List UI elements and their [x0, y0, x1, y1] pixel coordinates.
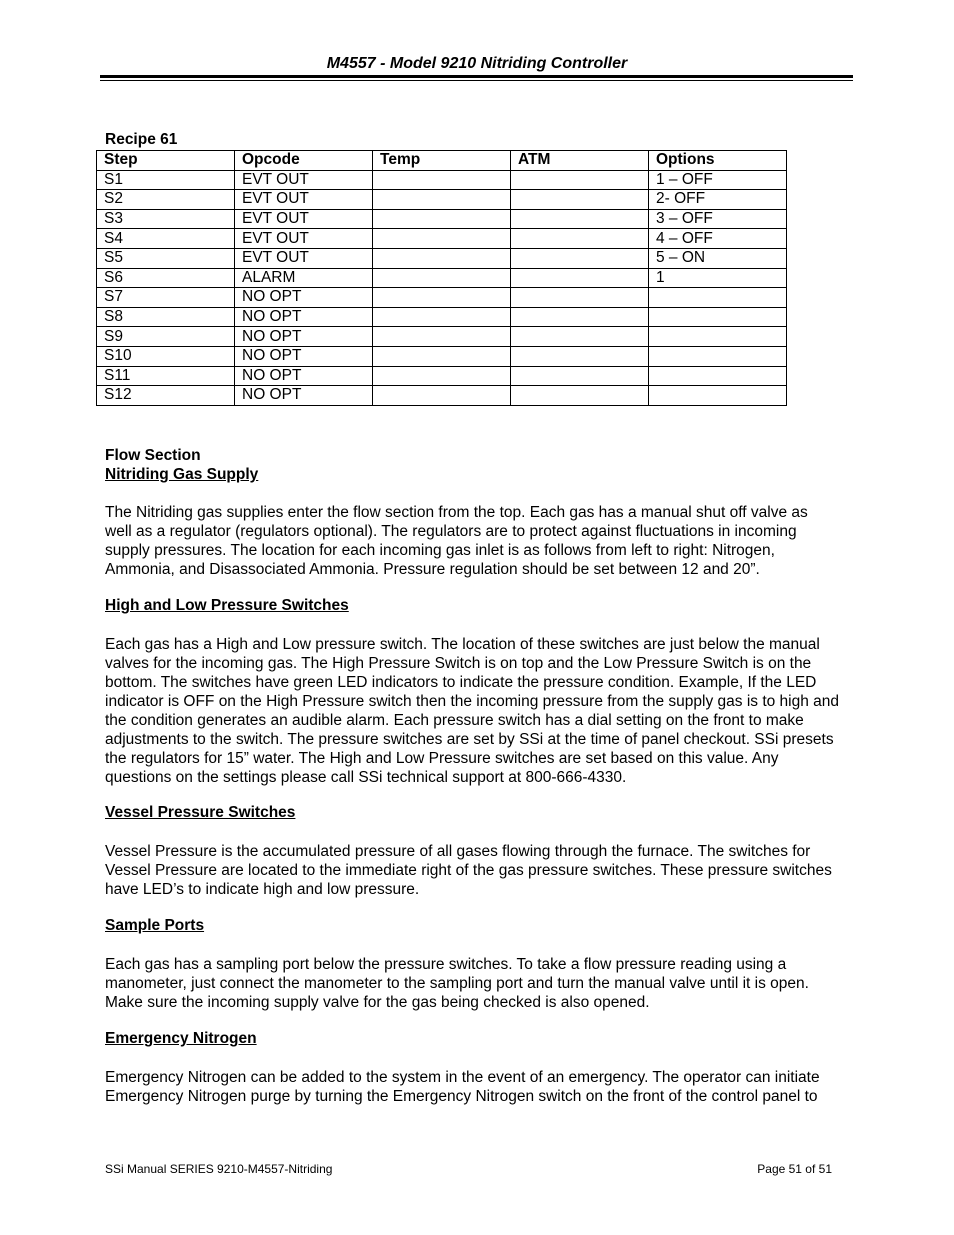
- section-paragraph: [105, 842, 865, 899]
- table-row: [97, 170, 787, 190]
- table-row: [97, 386, 787, 406]
- table-cell: S1: [97, 170, 235, 190]
- column-header: Options: [649, 151, 787, 171]
- table-cell: NO OPT: [235, 288, 373, 308]
- table-cell: EVT OUT: [235, 209, 373, 229]
- paragraph-line: Each gas has a sampling port below the pressure switches. To take a flow pressure reading using a: [105, 956, 787, 973]
- table-cell: [649, 288, 787, 308]
- table-cell: [511, 288, 649, 308]
- table-cell: 4 – OFF: [649, 229, 787, 249]
- paragraph-line: manometer, just connect the manometer to the sampling port and turn the manual valve until it is open.: [105, 975, 809, 992]
- table-row: [97, 268, 787, 288]
- paragraph-line: Each gas has a High and Low pressure switch. The location of these switches are just below the manual: [105, 636, 820, 653]
- column-header: Opcode: [235, 151, 373, 171]
- header-rule-thick: [100, 75, 853, 78]
- table-cell: [649, 386, 787, 406]
- page-header-title: M4557 - Model 9210 Nitriding Controller: [326, 55, 628, 72]
- table-cell: [373, 268, 511, 288]
- table-cell: NO OPT: [235, 327, 373, 347]
- table-cell: [511, 386, 649, 406]
- section-heading: Emergency Nitrogen: [105, 1030, 257, 1047]
- table-cell: [373, 229, 511, 249]
- table-cell: 1 – OFF: [649, 170, 787, 190]
- table-row: [97, 190, 787, 210]
- section-heading: Vessel Pressure Switches: [105, 804, 296, 821]
- table-cell: [373, 346, 511, 366]
- paragraph-line: indicator is OFF on the High Pressure switch then the incoming pressure from the supply gas is to high and: [105, 693, 840, 710]
- table-cell: [373, 190, 511, 210]
- paragraph-line: the condition generates an audible alarm. Each pressure switch has a dial setting on the front to make: [105, 712, 804, 729]
- table-cell: S12: [97, 386, 235, 406]
- table-cell: S2: [97, 190, 235, 210]
- table-cell: [511, 268, 649, 288]
- paragraph-line: The Nitriding gas supplies enter the flow section from the top. Each gas has a manual shut off valve as: [105, 504, 808, 521]
- table-cell: [511, 170, 649, 190]
- table-cell: 2- OFF: [649, 190, 787, 210]
- paragraph-line: Ammonia, and Disassociated Ammonia. Pressure regulation should be set between 12 and 20”.: [105, 561, 760, 578]
- paragraph-line: have LED’s to indicate high and low pressure.: [105, 881, 420, 898]
- paragraph-line: Emergency Nitrogen purge by turning the Emergency Nitrogen switch on the front of the control panel to: [105, 1088, 818, 1105]
- table-cell: [649, 327, 787, 347]
- column-header: ATM: [511, 151, 649, 171]
- table-cell: [373, 288, 511, 308]
- table-cell: NO OPT: [235, 346, 373, 366]
- footer-left: SSi Manual SERIES 9210-M4557-Nitriding: [105, 1162, 333, 1176]
- paragraph-line: Make sure the incoming supply valve for the gas being checked is also opened.: [105, 994, 650, 1011]
- table-cell: 3 – OFF: [649, 209, 787, 229]
- table-cell: 5 – ON: [649, 248, 787, 268]
- table-cell: [511, 190, 649, 210]
- table-cell: S10: [97, 346, 235, 366]
- table-cell: [511, 307, 649, 327]
- recipe-title: Recipe 61: [105, 131, 178, 148]
- table-row: [97, 366, 787, 386]
- section-paragraph: [105, 635, 865, 787]
- column-header: Step: [97, 151, 235, 171]
- footer-page-number: Page 51 of 51: [757, 1162, 832, 1176]
- flow-section-title: Flow Section: [105, 447, 201, 464]
- header-rule-thin: [100, 80, 853, 81]
- table-cell: EVT OUT: [235, 190, 373, 210]
- paragraph-line: adjustments to the switch. The pressure switches are set by SSi at the time of panel checkout. SSi presets: [105, 731, 834, 748]
- section-heading: Nitriding Gas Supply: [105, 466, 259, 483]
- table-cell: [373, 386, 511, 406]
- table-cell: [511, 366, 649, 386]
- table-cell: S9: [97, 327, 235, 347]
- table-header-row: [97, 151, 787, 171]
- section-heading: High and Low Pressure Switches: [105, 597, 349, 614]
- paragraph-line: questions on the settings please call SSi technical support at 800-666-4330.: [105, 769, 627, 786]
- section-paragraph: [105, 955, 865, 1012]
- column-header: Temp: [373, 151, 511, 171]
- table-cell: S11: [97, 366, 235, 386]
- paragraph-line: the regulators for 15” water. The High and Low Pressure switches are set based on this value. Any: [105, 750, 779, 767]
- table-cell: ALARM: [235, 268, 373, 288]
- table-row: [97, 229, 787, 249]
- table-cell: [511, 346, 649, 366]
- table-row: [97, 307, 787, 327]
- table-cell: S4: [97, 229, 235, 249]
- table-cell: S8: [97, 307, 235, 327]
- table-cell: S7: [97, 288, 235, 308]
- section-heading: Sample Ports: [105, 917, 205, 934]
- table-cell: [373, 209, 511, 229]
- paragraph-line: bottom. The switches have green LED indicators to indicate the pressure condition. Example, If the LED: [105, 674, 817, 691]
- table-cell: S5: [97, 248, 235, 268]
- table-cell: EVT OUT: [235, 248, 373, 268]
- table-cell: [649, 307, 787, 327]
- table-cell: S3: [97, 209, 235, 229]
- table-cell: [511, 209, 649, 229]
- table-cell: [511, 229, 649, 249]
- paragraph-line: Vessel Pressure are located to the immediate right of the gas pressure switches. These pressure switches: [105, 862, 832, 879]
- table-cell: S6: [97, 268, 235, 288]
- table-cell: [373, 170, 511, 190]
- table-cell: [649, 346, 787, 366]
- table-cell: [373, 248, 511, 268]
- table-cell: [373, 366, 511, 386]
- table-cell: [649, 366, 787, 386]
- section-paragraph: [105, 1068, 865, 1106]
- paragraph-line: well as a regulator (regulators optional). The regulators are to protect against fluctuations in incoming: [105, 523, 797, 540]
- table-cell: EVT OUT: [235, 229, 373, 249]
- table-row: [97, 209, 787, 229]
- table-cell: [511, 248, 649, 268]
- table-row: [97, 248, 787, 268]
- table-cell: [373, 327, 511, 347]
- paragraph-line: valves for the incoming gas. The High Pressure Switch is on top and the Low Pressure Switch is on the: [105, 655, 812, 672]
- table-cell: NO OPT: [235, 386, 373, 406]
- paragraph-line: Emergency Nitrogen can be added to the system in the event of an emergency. The operator can initiate: [105, 1069, 820, 1086]
- table-cell: [373, 307, 511, 327]
- table-cell: [511, 327, 649, 347]
- table-cell: NO OPT: [235, 366, 373, 386]
- recipe-table: [96, 150, 787, 406]
- table-row: [97, 346, 787, 366]
- table-row: [97, 288, 787, 308]
- table-cell: 1: [649, 268, 787, 288]
- table-row: [97, 327, 787, 347]
- table-cell: EVT OUT: [235, 170, 373, 190]
- table-body: [97, 170, 787, 405]
- section-paragraph: [105, 503, 865, 579]
- paragraph-line: Vessel Pressure is the accumulated pressure of all gases flowing through the furnace. The switches for: [105, 843, 811, 860]
- table-cell: NO OPT: [235, 307, 373, 327]
- paragraph-line: supply pressures. The location for each incoming gas inlet is as follows from left to right: Nitrogen,: [105, 542, 775, 559]
